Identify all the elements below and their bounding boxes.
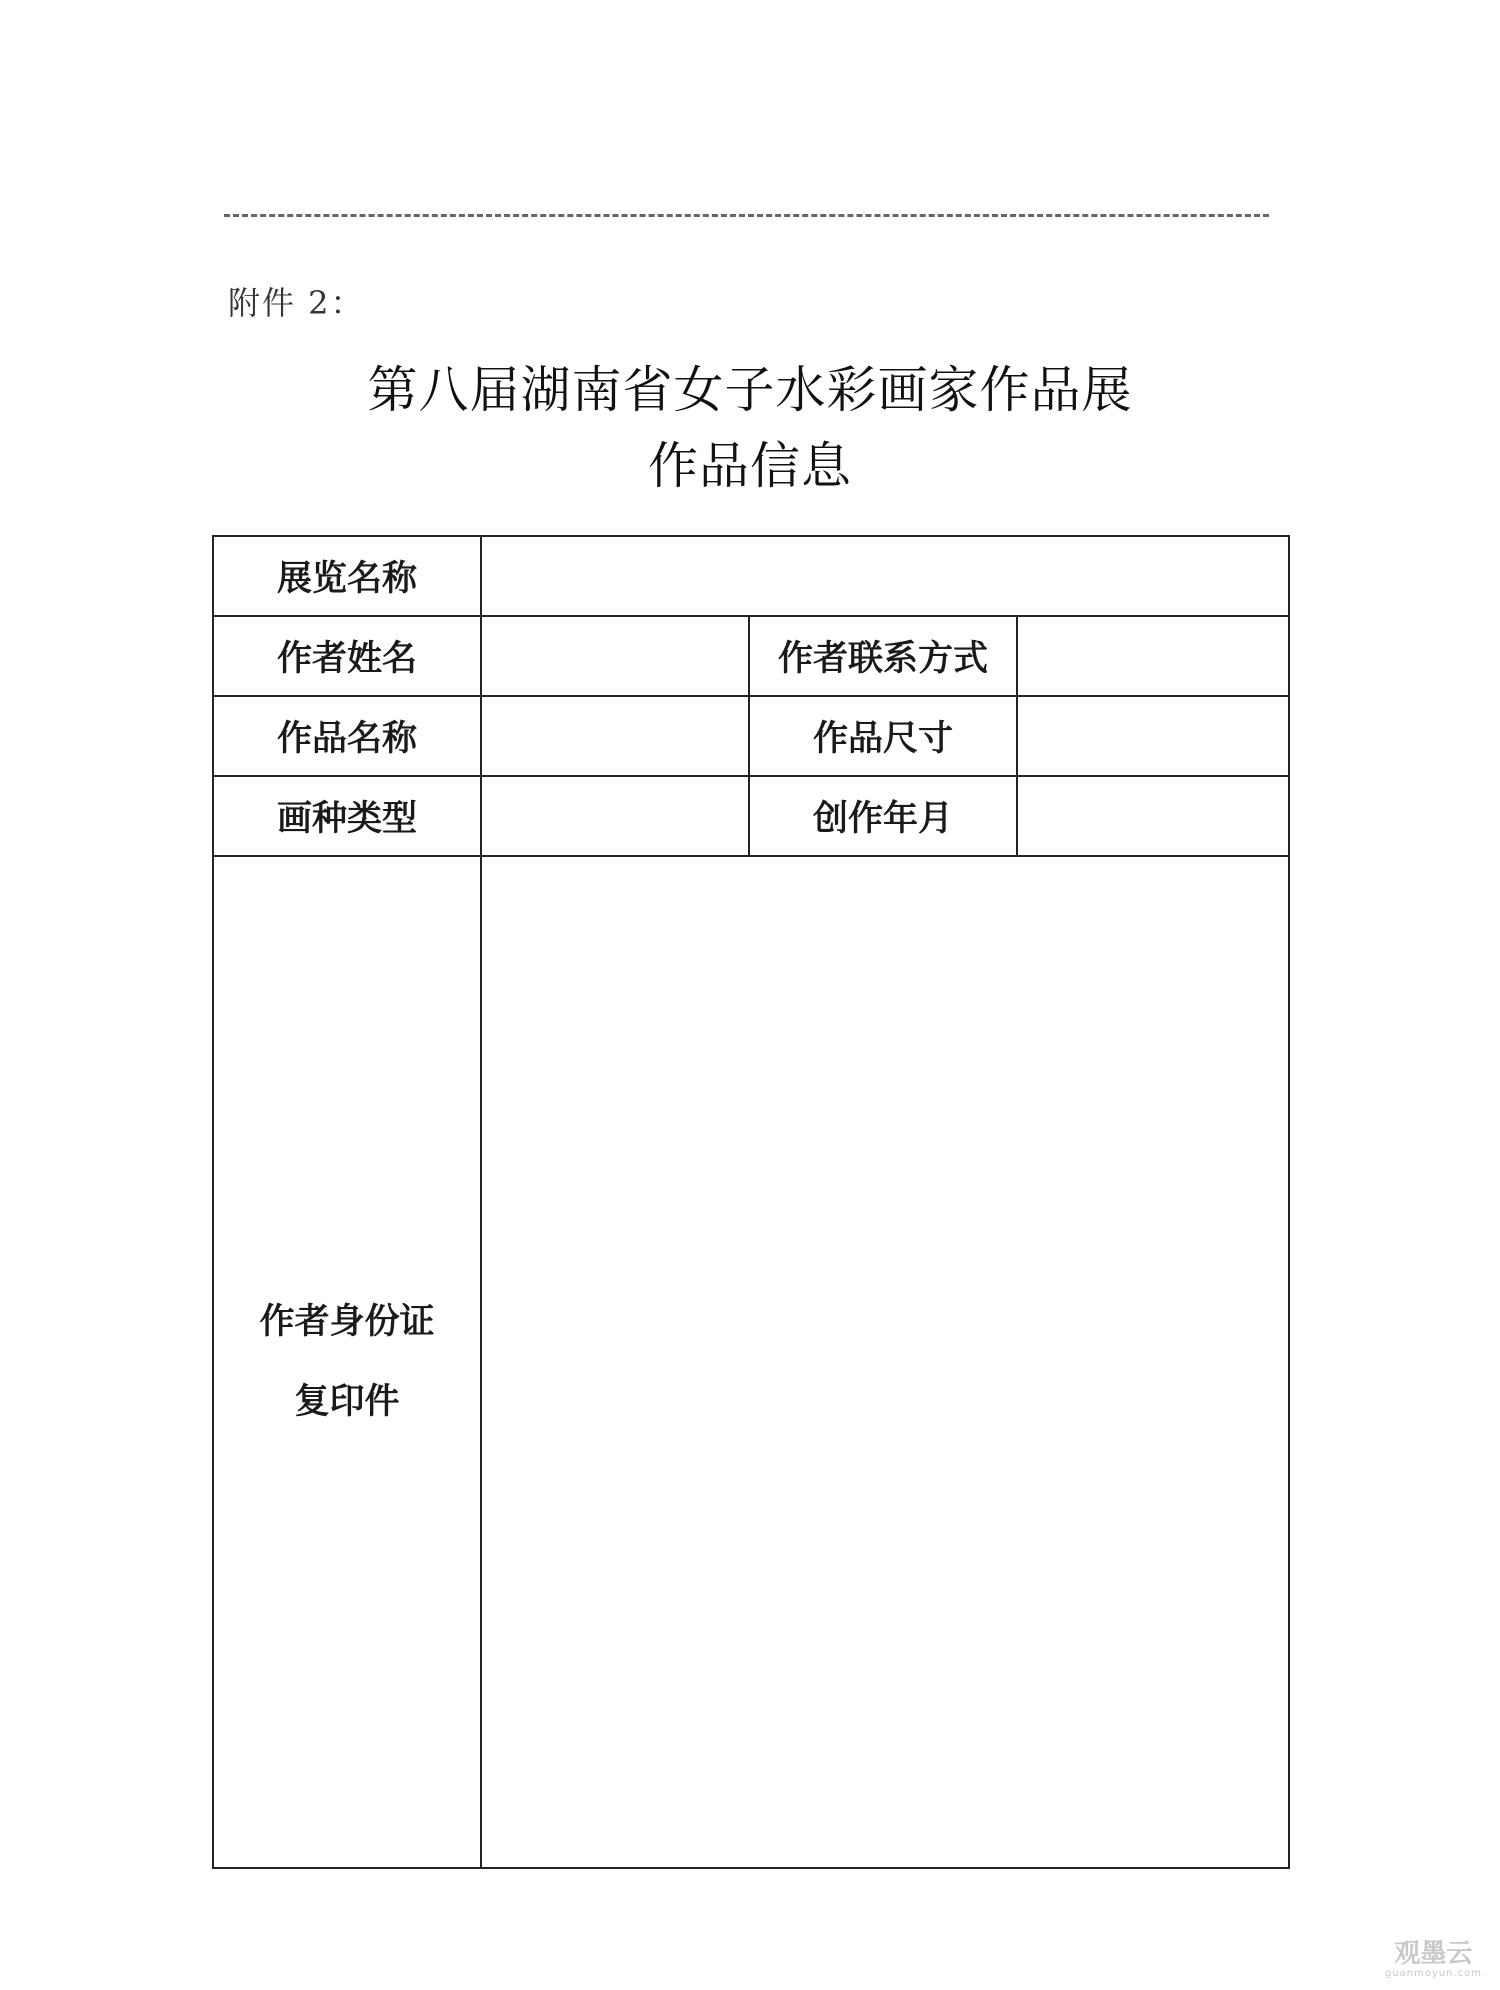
form-row-work xyxy=(213,696,1289,776)
watermark-subtext: guanmoyun.com xyxy=(1384,1968,1482,1979)
author-contact-label: 作者联系方式 xyxy=(749,616,1017,696)
exhibition-name-label: 展览名称 xyxy=(213,536,481,616)
form-row-type xyxy=(213,776,1289,856)
creation-date-label: 创作年月 xyxy=(749,776,1017,856)
painting-type-field[interactable] xyxy=(481,776,749,856)
id-copy-label xyxy=(213,856,481,1868)
form-row-exhibition xyxy=(213,536,1289,616)
id-copy-label-line1: 作者身份证 xyxy=(259,1302,435,1342)
author-name-field[interactable] xyxy=(481,616,749,696)
work-size-field[interactable] xyxy=(1017,696,1289,776)
watermark-logo xyxy=(1385,1940,1482,1980)
author-name-label: 作者姓名 xyxy=(213,616,481,696)
form-row-author xyxy=(213,616,1289,696)
document-subtitle: 作品信息 xyxy=(648,437,852,495)
work-title-label: 作品名称 xyxy=(213,696,481,776)
painting-type-label: 画种类型 xyxy=(213,776,481,856)
attachment-label: 附件 2： xyxy=(228,284,365,322)
author-contact-field[interactable] xyxy=(1017,616,1289,696)
document-title: 第八届湖南省女子水彩画家作品展 xyxy=(367,361,1133,419)
creation-date-field[interactable] xyxy=(1017,776,1289,856)
artwork-info-form xyxy=(212,535,1290,1869)
work-title-field[interactable] xyxy=(481,696,749,776)
id-copy-area[interactable] xyxy=(481,856,1289,1868)
id-copy-label-line2: 复印件 xyxy=(294,1382,400,1422)
work-size-label: 作品尺寸 xyxy=(749,696,1017,776)
watermark-text: 观墨云 xyxy=(1394,1939,1473,1969)
form-row-id-copy xyxy=(213,856,1289,1868)
dashed-separator xyxy=(224,214,1269,217)
exhibition-name-field[interactable] xyxy=(481,536,1289,616)
